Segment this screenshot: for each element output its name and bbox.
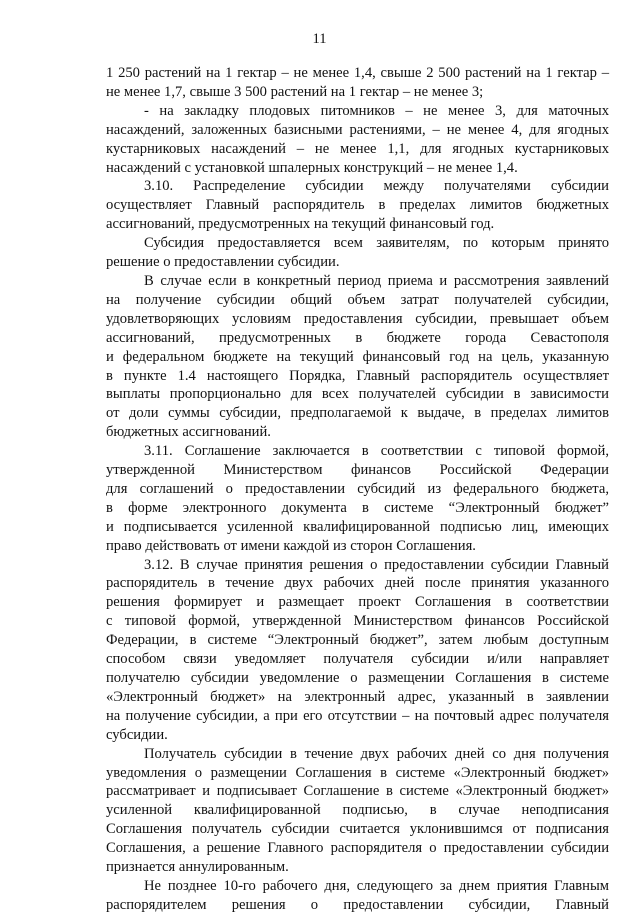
paragraph-3-10 bbox=[106, 177, 609, 234]
paragraph-subsidy-all bbox=[106, 234, 609, 272]
text-line: Соглашения получатель субсидии считается уклонившимся от подписания bbox=[106, 821, 609, 838]
text-line: ассигнований, предусмотренных на текущий финансовый год. bbox=[106, 216, 495, 233]
text-line: ассигнований, предусмотренных в бюджете города Севастополя bbox=[106, 329, 609, 346]
text-line: для соглашений о предоставлении субсидий из федерального бюджета, bbox=[106, 480, 609, 497]
paragraph-3-11 bbox=[106, 442, 609, 555]
text-line: усиленной квалифицированной подписью, в случае неподписания bbox=[106, 802, 609, 819]
text-line: рассматривает и подписывает Соглашение в системе «Электронный бюджет» bbox=[106, 783, 609, 800]
text-line: 3.11. Соглашение заключается в соответствии с типовой формой, bbox=[144, 443, 609, 460]
text-line: в форме электронного документа в системе “Электронный бюджет” bbox=[106, 499, 609, 516]
paragraph-proportional bbox=[106, 272, 609, 442]
text-line: в пункте 1.4 настоящего Порядка, Главный распорядитель осуществляет bbox=[106, 367, 609, 384]
text-line: Субсидия предоставляется всем заявителям, по которым принято bbox=[144, 235, 609, 252]
text-line: распорядитель в течение двух рабочих дней после принятия указанного bbox=[106, 575, 609, 592]
paragraph-3-12 bbox=[106, 556, 609, 745]
text-line: признается аннулированным. bbox=[106, 859, 289, 876]
text-line: способом связи уведомляет получателя субсидии и/или направляет bbox=[106, 651, 609, 668]
text-line: 1 250 растений на 1 гектар – не менее 1,4, свыше 2 500 растений на 1 гектар – bbox=[106, 65, 609, 81]
text-line: и подписывается усиленной квалифицированной подписью лиц, имеющих bbox=[106, 518, 609, 535]
text-line: - на закладку плодовых питомников – не менее 3, для маточных bbox=[144, 102, 609, 119]
text-line: бюджетных ассигнований. bbox=[106, 424, 271, 441]
text-line: от доли суммы субсидии, предполагаемой к выдаче, в пределах лимитов bbox=[106, 405, 609, 422]
text-line: В случае если в конкретный период приема и рассмотрения заявлений bbox=[144, 272, 609, 289]
text-line: насаждений с установкой шпалерных конструкций – не менее 1,4. bbox=[106, 159, 518, 176]
text-line: уведомления о размещении Соглашения в системе «Электронный бюджет» bbox=[106, 764, 609, 781]
document-body bbox=[106, 64, 609, 915]
text-line: осуществляет Главный распорядитель в пределах лимитов бюджетных bbox=[106, 197, 609, 214]
text-line: Не позднее 10-го рабочего дня, следующего за днем приятия Главным bbox=[144, 877, 609, 894]
text-line: с типовой формой, утвержденной Министерством финансов Российской bbox=[106, 613, 609, 630]
text-line: распорядителем решения о предоставлении субсидии, Главный bbox=[106, 896, 609, 913]
page-number: 11 bbox=[312, 31, 327, 47]
text-line: субсидии. bbox=[106, 726, 168, 743]
text-line: 3.12. В случае принятия решения о предоставлении субсидии Главный bbox=[144, 556, 609, 573]
text-line: 3.10. Распределение субсидии между получателями субсидии bbox=[144, 178, 609, 195]
text-line: на получение субсидии, а при его отсутствии – на почтовый адрес получателя bbox=[106, 707, 609, 724]
paragraph-deadline bbox=[106, 877, 609, 915]
paragraph-nurseries bbox=[106, 102, 609, 178]
text-line: и федеральном бюджете на текущий финансовый год на цель, указанную bbox=[106, 348, 609, 365]
text-line: Получатель субсидии в течение двух рабочих дней со дня получения bbox=[144, 745, 609, 762]
text-line: выплаты пропорционально для всех получателей субсидии в зависимости bbox=[106, 386, 609, 403]
text-line: получателю субсидии уведомление о размещении Соглашения в системе bbox=[106, 670, 609, 686]
text-line: право действовать от имени каждой из сторон Соглашения. bbox=[106, 537, 476, 554]
text-line: Соглашения, а решение Главного распорядителя о предоставлении субсидии bbox=[106, 840, 609, 857]
text-line: решения формирует и размещает проект Соглашения в соответствии bbox=[106, 594, 609, 611]
text-line: утвержденной Министерством финансов Российской Федерации bbox=[106, 462, 609, 479]
text-line: насаждений, заложенных базисными растениями, – не менее 4, для ягодных bbox=[106, 121, 609, 138]
text-line: не менее 1,7, свыше 3 500 растений на 1 гектар – не менее 3; bbox=[106, 83, 484, 100]
paragraph-recipient-signs bbox=[106, 745, 609, 877]
text-line: решение о предоставлении субсидии. bbox=[106, 254, 340, 271]
text-line: кустарниковых насаждений – не менее 1,1, для ягодных кустарниковых bbox=[106, 140, 609, 157]
text-line: удовлетворяющих условиям предоставления субсидии, превышает объем bbox=[106, 310, 609, 327]
text-line: «Электронный бюджет» на электронный адрес, указанный в заявлении bbox=[106, 688, 609, 705]
text-line: Федерации, в системе “Электронный бюджет”, затем любым доступным bbox=[106, 632, 609, 649]
paragraph-continuation bbox=[106, 64, 609, 102]
text-line: на получение субсидии общий объем затрат получателей субсидии, bbox=[106, 291, 609, 308]
